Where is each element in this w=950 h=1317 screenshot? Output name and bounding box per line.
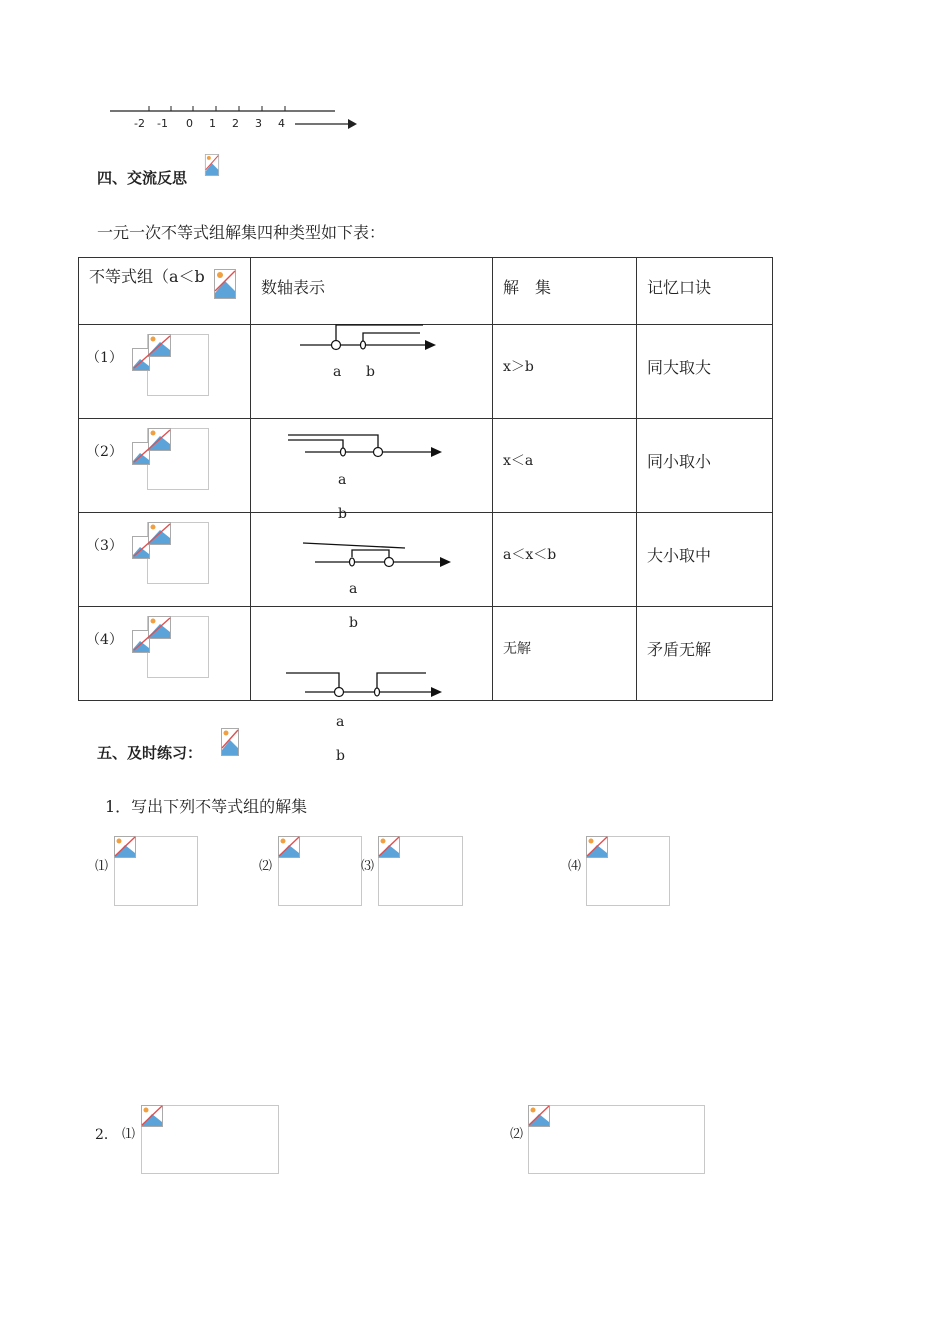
point-label-a: a [333,364,342,380]
broken-image-icon [221,728,239,756]
q1-item-label: ⑷ [568,859,582,874]
header-number-line: 数轴表示 [261,278,326,297]
solution-text: a＜x＜b [503,547,557,563]
number-line-diagram-2 [285,428,450,463]
header-cell [251,258,493,325]
broken-image-icon [132,428,172,473]
q1-item-label: ⑵ [259,859,273,874]
broken-image-icon [586,836,608,858]
tick-label: 4 [278,117,285,130]
point-label-b: b [336,748,345,764]
header-cell [79,258,251,325]
broken-image-icon [528,1105,550,1127]
solution-cell [493,325,637,419]
broken-image-icon [132,522,172,567]
row-index: （4） [86,632,123,648]
broken-image-icon [214,269,236,299]
tick-label: -1 [157,117,168,130]
mnemonic-text: 矛盾无解 [647,640,712,659]
header-cell [637,258,773,325]
number-line-diagram-1 [295,320,445,360]
question-2-prefix: 2． [95,1127,118,1143]
row-idx-cell [79,419,251,513]
header-inequality-group: 不等式组（a＜b [89,267,205,286]
point-label-b: b [349,615,358,631]
point-label-a: a [349,581,358,597]
broken-image-icon [278,836,300,858]
header-mnemonic: 记忆口诀 [647,278,712,297]
point-label-a: a [338,472,347,488]
question-1-text: 1．写出下列不等式组的解集 [105,797,308,816]
number-line-diagram-4 [283,665,448,705]
header-cell [493,258,637,325]
mnemonic-text: 大小取中 [647,546,712,565]
mnemonic-cell [637,419,773,513]
intro-text: 一元一次不等式组解集四种类型如下表： [97,223,386,242]
solution-cell [493,513,637,607]
q2-item-label: ⑵ [510,1127,524,1142]
point-label-b: b [338,506,347,522]
section4-title: 四、交流反思 [97,169,188,187]
row-idx-cell [79,607,251,701]
mnemonic-cell [637,607,773,701]
broken-image-icon [114,836,136,858]
solution-text: x＞b [503,359,534,375]
section5-title: 五、及时练习： [97,744,203,762]
point-label-b: b [366,364,375,380]
point-label-a: a [336,714,345,730]
broken-image-icon [141,1105,163,1127]
row-idx-cell [79,513,251,607]
broken-image-icon [203,154,221,176]
q1-item-label: ⑶ [361,859,375,874]
tick-label: 3 [255,117,262,130]
header-solution-set: 解 集 [503,278,552,297]
q1-item-label: ⑴ [95,859,109,874]
tick-label: -2 [134,117,145,130]
row-idx-cell [79,325,251,419]
row-index: （2） [86,444,123,460]
q2-item-label: ⑴ [122,1127,136,1142]
tick-label: 2 [232,117,239,130]
mnemonic-cell [637,325,773,419]
solution-text: x＜a [503,453,534,469]
broken-image-icon [132,616,172,661]
tick-label: 1 [209,117,216,130]
broken-image-icon [132,334,172,379]
mnemonic-cell [637,513,773,607]
image-placeholder [528,1105,705,1174]
mnemonic-text: 同大取大 [647,358,712,377]
row-index: （3） [86,538,123,554]
solution-cell [493,419,637,513]
solution-cell [493,607,637,701]
tick-label: 0 [186,117,193,130]
mnemonic-text: 同小取小 [647,452,712,471]
solution-text: 无解 [503,641,531,657]
number-line-diagram-3 [300,535,460,575]
row-index: （1） [86,350,123,366]
broken-image-icon [378,836,400,858]
